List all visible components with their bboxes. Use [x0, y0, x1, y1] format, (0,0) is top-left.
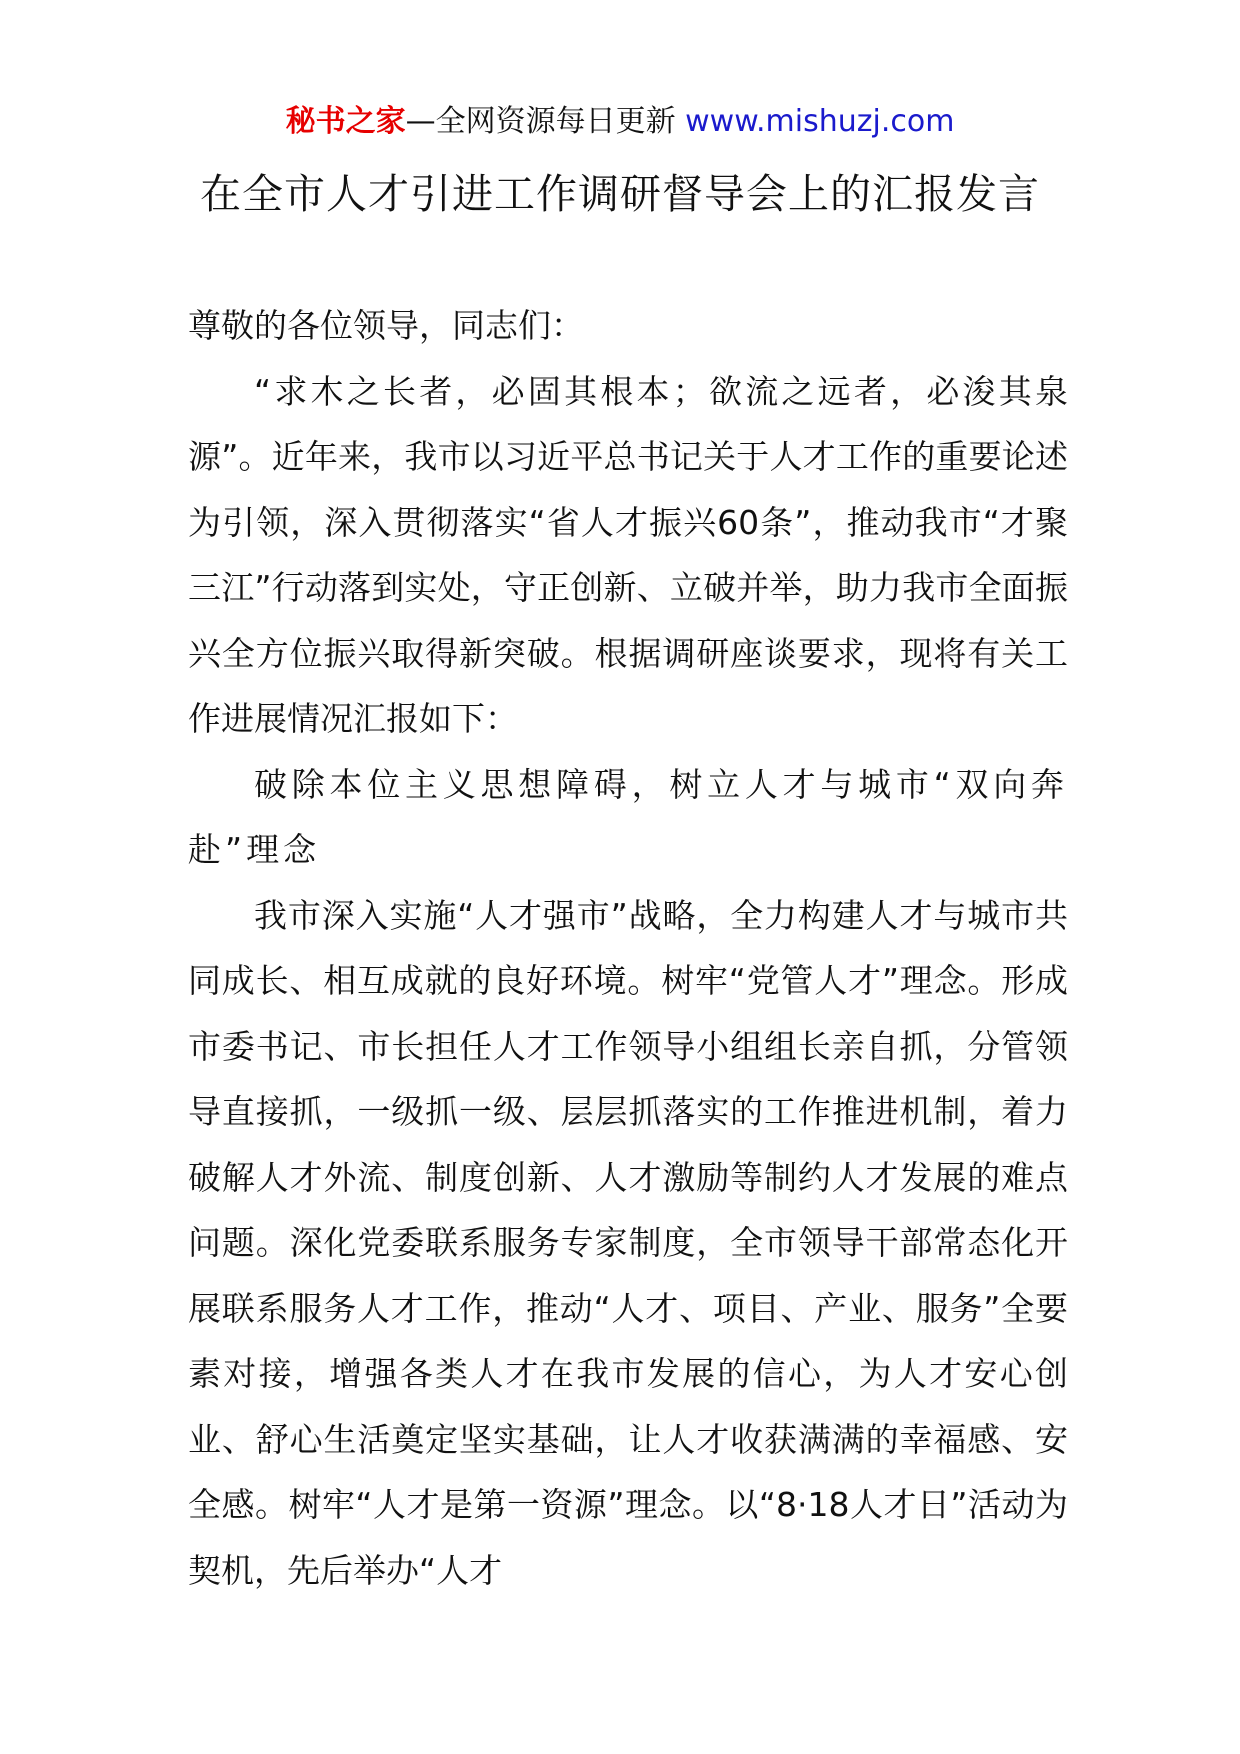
- brand-name: 秘书之家: [285, 104, 406, 139]
- document-body: [188, 293, 1068, 1603]
- document-title: 在全市人才引进工作调研督导会上的汇报发言: [200, 170, 1040, 218]
- section-heading: 破除本位主义思想障碍，树立人才与城市“双向奔赴”理念: [188, 764, 1068, 869]
- site-header: [0, 100, 1240, 144]
- salutation: 尊敬的各位领导，同志们：: [188, 306, 584, 345]
- body-paragraph: 我市深入实施“人才强市”战略，全力构建人才与城市共同成长、相互成就的良好环境。树牢“党管人才”理念。形成市委书记、市长担任人才工作领导小组组长亲自抓，分管领导直接抓，一级抓一级、层层抓落实的工作推进机制，着力破解人才外流、制度创新、人才激励等制约人才发展的难点问题。深化党委联系服务专家制度，全市领导干部常态化开展联系服务人才工作，推动“人才、项目、产业、服务”全要素对接，增强各类人才在我市发展的信心，为人才安心创业、舒心生活奠定坚实基础，让人才收获满满的幸福感、安全感。树牢“人才是第一资源”理念。以“8·18人才日”活动为契机，先后举办“人才: [188, 895, 1068, 1590]
- site-url-link[interactable]: www.mishuzj.com: [685, 104, 955, 139]
- intro-paragraph: “求木之长者，必固其根本；欲流之远者，必浚其泉源”。近年来，我市以习近平总书记关于人才工作的重要论述为引领，深入贯彻落实“省人才振兴60条”，推动我市“才聚三江”行动落到实处，守正创新、立破并举，助力我市全面振兴全方位振兴取得新突破。根据调研座谈要求，现将有关工作进展情况汇报如下：: [188, 371, 1068, 738]
- header-tagline: —全网资源每日更新: [405, 104, 686, 139]
